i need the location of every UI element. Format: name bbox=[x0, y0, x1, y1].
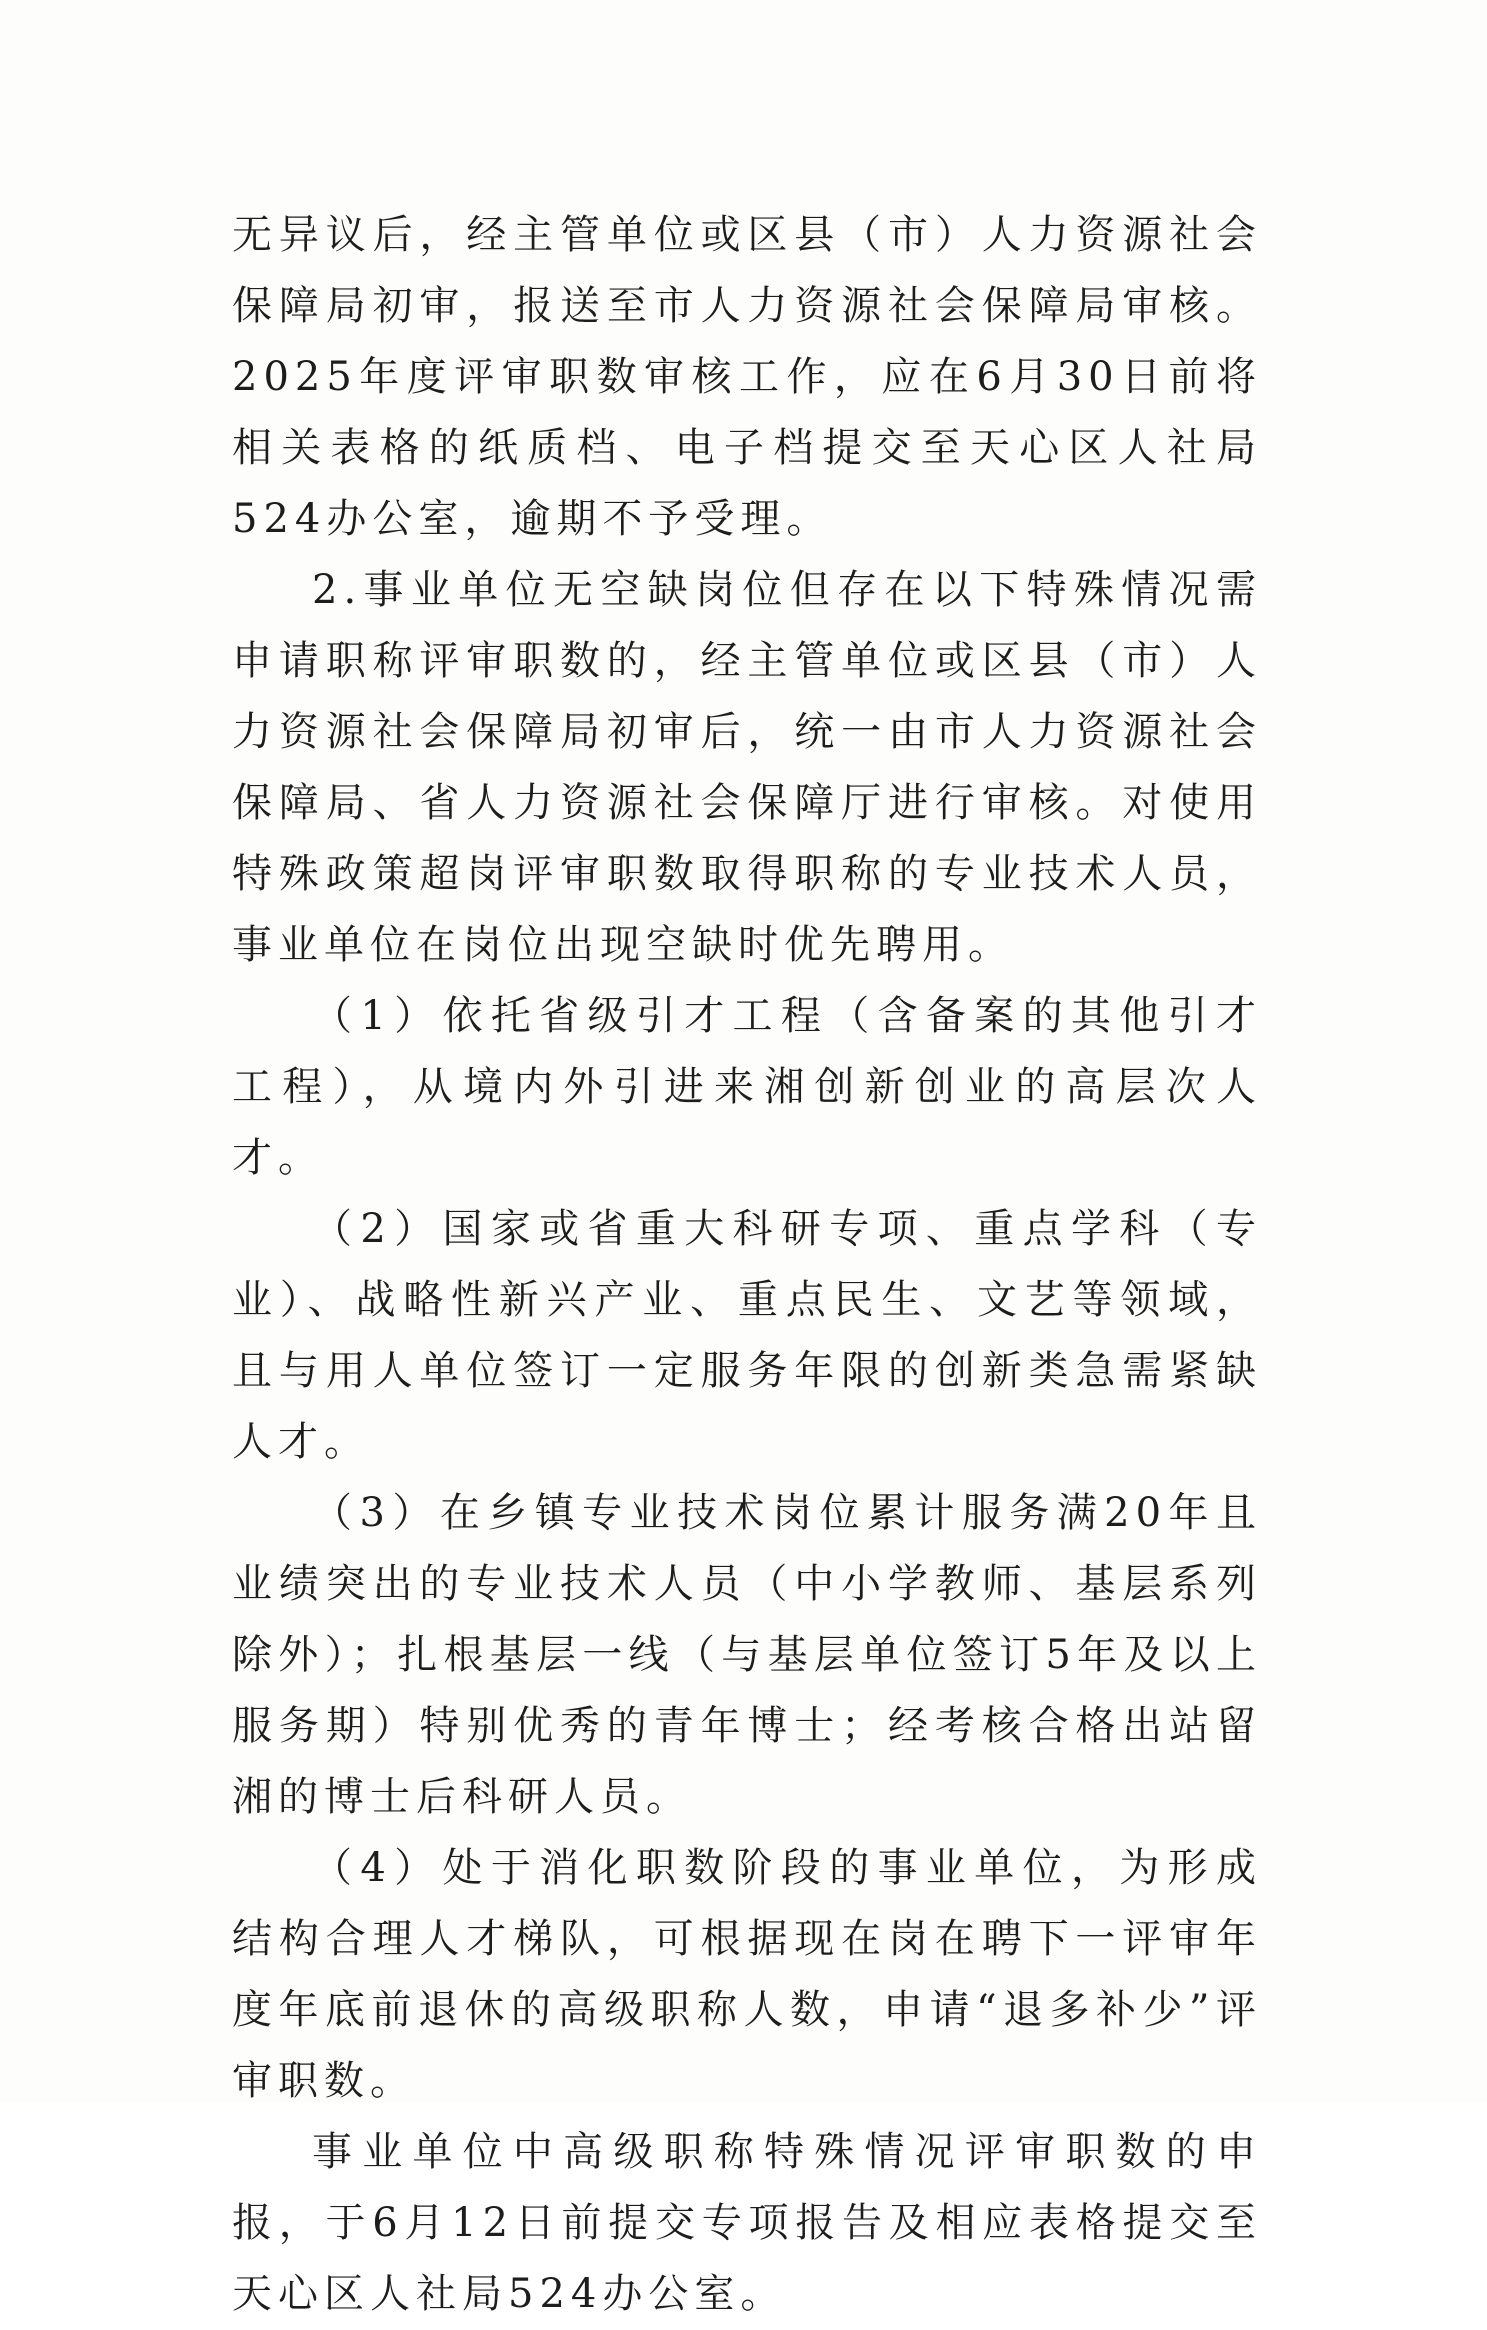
document-body bbox=[232, 200, 1262, 2330]
paragraph-continuation: 无异议后，经主管单位或区县（市）人力资源社会保障局初审，报送至市人力资源社会保障局审核。2025年度评审职数审核工作，应在6月30日前将相关表格的纸质档、电子档提交至天心区人社局524办公室，逾期不予受理。 bbox=[232, 212, 1262, 542]
paragraph-item-2: 2.事业单位无空缺岗位但存在以下特殊情况需申请职称评审职数的，经主管单位或区县（市）人力资源社会保障局初审后，统一由市人力资源社会保障局、省人力资源社会保障厅进行审核。对使用特殊政策超岗评审职数取得职称的专业技术人员，事业单位在岗位出现空缺时优先聘用。 bbox=[232, 567, 1262, 968]
paragraph-subitem-2: （2）国家或省重大科研专项、重点学科（专业）、战略性新兴产业、重点民生、文艺等领域，且与用人单位签订一定服务年限的创新类急需紧缺人才。 bbox=[232, 1206, 1262, 1465]
paragraph-submission-note: 事业单位中高级职称特殊情况评审职数的申报，于6月12日前提交专项报告及相应表格提交至天心区人社局524办公室。 bbox=[232, 2129, 1262, 2317]
paragraph-subitem-3: （3）在乡镇专业技术岗位累计服务满20年且业绩突出的专业技术人员（中小学教师、基层系列除外）；扎根基层一线（与基层单位签订5年及以上服务期）特别优秀的青年博士；经考核合格出站留湘的博士后科研人员。 bbox=[232, 1490, 1262, 1820]
paragraph-subitem-1: （1）依托省级引才工程（含备案的其他引才工程），从境内外引进来湘创新创业的高层次人才。 bbox=[232, 993, 1262, 1181]
paragraph-subitem-4: （4）处于消化职数阶段的事业单位，为形成结构合理人才梯队，可根据现在岗在聘下一评审年度年底前退休的高级职称人数，申请“退多补少”评审职数。 bbox=[232, 1845, 1262, 2104]
